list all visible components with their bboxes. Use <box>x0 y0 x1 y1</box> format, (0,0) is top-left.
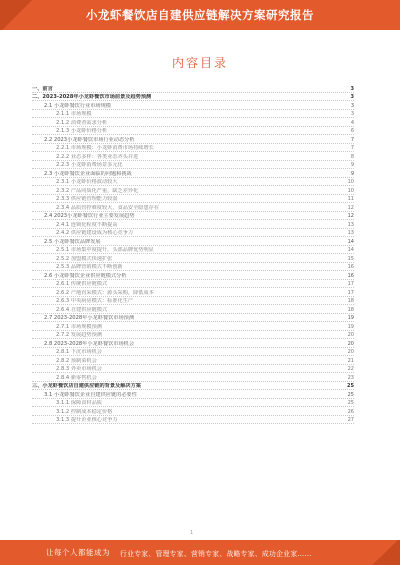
toc-entry-page: 8 <box>350 153 354 160</box>
toc-entry-text: 3.1 小龙虾餐饮企业自建供应链的必要性 <box>44 391 137 398</box>
toc-entry-page: 26 <box>347 408 354 415</box>
toc-entry[interactable] <box>32 339 354 348</box>
toc-entry-text: 2.6 小龙虾餐饮企业供应链模式分析 <box>44 272 127 279</box>
page-number: 1 <box>190 530 194 536</box>
toc-entry[interactable] <box>32 305 354 314</box>
toc-entry-text: 2.2.2 业态多样：各类业态齐头并进 <box>56 153 139 160</box>
footer-corner-decoration <box>370 540 400 565</box>
toc-entry-page: 9 <box>350 162 354 168</box>
toc-entry-page: 3 <box>350 111 354 117</box>
toc-entry-text: 2.4.1 连锁化程度不断提高 <box>56 221 118 228</box>
toc-entry-text: 2.7 2023-2028年小龙虾餐饮市场预测 <box>44 315 135 321</box>
footer-slogan-left: 让每个人都能成为 <box>46 548 110 557</box>
toc-entry-text: 2.1.1 市场规模 <box>56 111 92 117</box>
toc-entry-page: 13 <box>347 230 354 236</box>
toc-entry-text: 2.7.1 市场规模预测 <box>56 323 102 330</box>
toc-entry-text: 2.7.2 发展趋势预测 <box>56 332 102 338</box>
toc-entry-text: 一、前言 <box>32 85 53 92</box>
toc-entry-page: 12 <box>347 204 354 211</box>
toc-entry[interactable] <box>32 382 354 391</box>
toc-entry-text: 2.6.4 自建供应链模式 <box>56 306 108 313</box>
toc-entry-text: 2.8.2 预制菜机会 <box>56 357 97 364</box>
toc-entry-page: 19 <box>347 323 354 330</box>
toc-entry-text: 2.4.2 供应链建设成为核心竞争力 <box>56 230 134 236</box>
toc-entry[interactable] <box>32 331 354 340</box>
toc-entry-text: 2.8 2023-2028年小龙虾餐饮市场机会 <box>44 340 135 347</box>
toc-entry[interactable] <box>32 390 354 399</box>
toc-entry-text: 2.5.3 品牌营销模式不断创新 <box>56 264 123 270</box>
toc-entry[interactable] <box>32 416 354 425</box>
toc-entry[interactable] <box>32 84 354 93</box>
toc-entry[interactable] <box>32 110 354 119</box>
toc-entry-text: 2.1.2 消费者需求分析 <box>56 119 108 126</box>
footer-slogan-right: 行业专家、管理专家、营销专家、战略专家、成功企业家…… <box>120 550 312 558</box>
toc-entry-text: 3.1.1 保障食材品质 <box>56 400 102 406</box>
toc-entry[interactable] <box>32 178 354 187</box>
toc-entry-text: 2.3.3 供应链管理能力较弱 <box>56 196 118 202</box>
toc-entry[interactable] <box>32 101 354 110</box>
toc-entry-page: 16 <box>347 264 354 270</box>
toc-entry-page: 23 <box>347 374 354 381</box>
toc-entry[interactable] <box>32 229 354 238</box>
toc-entry[interactable] <box>32 144 354 153</box>
toc-entry-page: 19 <box>347 315 354 321</box>
toc-entry-page: 10 <box>347 179 354 185</box>
toc-entry-page: 18 <box>347 298 354 304</box>
toc-entry[interactable] <box>32 118 354 127</box>
toc-entry-text: 2.8.1 下沉市场机会 <box>56 349 102 355</box>
toc-entry-page: 10 <box>347 187 354 194</box>
toc-entry-page: 3 <box>350 85 354 92</box>
header-title: 小龙虾餐饮店自建供应链解决方案研究报告 <box>86 8 314 22</box>
toc-entry-page: 7 <box>350 136 354 143</box>
toc-entry[interactable] <box>32 314 354 323</box>
toc-entry[interactable] <box>32 399 354 408</box>
toc-entry[interactable] <box>32 135 354 144</box>
toc-entry-text: 2.4 2023小龙虾餐饮行业主要发展趋势 <box>44 213 135 219</box>
toc-entry[interactable] <box>32 288 354 297</box>
toc-entry-page: 18 <box>347 306 354 313</box>
toc-entry[interactable] <box>32 169 354 178</box>
toc-entry[interactable] <box>32 186 354 195</box>
toc-entry[interactable] <box>32 246 354 255</box>
toc-entry[interactable] <box>32 373 354 382</box>
toc-entry-page: 20 <box>347 340 354 347</box>
toc-entry-page: 25 <box>347 383 354 389</box>
toc-entry-text: 2.2 2023小龙虾餐饮市场行业动态分析 <box>44 136 135 143</box>
toc-entry[interactable] <box>32 322 354 331</box>
toc-entry-text: 2.3.4 品质管控难度较大，食品安全隐患存在 <box>56 204 160 211</box>
toc-entry[interactable] <box>32 152 354 161</box>
toc-entry-text: 2.2.3 小龙虾消费场景多元化 <box>56 162 123 168</box>
toc-heading: 内容目录 <box>171 56 228 70</box>
toc-entry-text: 2.8.3 外卖市场机会 <box>56 366 102 372</box>
toc-entry-text: 3.1.3 提升企业核心竞争力 <box>56 417 118 423</box>
toc-entry[interactable] <box>32 280 354 289</box>
toc-entry-page: 27 <box>347 417 354 423</box>
toc-entry-page: 6 <box>350 128 354 134</box>
toc-entry[interactable] <box>32 203 354 212</box>
toc-entry-page: 13 <box>347 221 354 228</box>
toc-entry-page: 3 <box>350 102 354 109</box>
table-of-contents <box>32 84 354 424</box>
toc-entry-text: 2.5.1 市场集中度提升，头部品牌优势明显 <box>56 247 154 253</box>
toc-entry-page: 9 <box>350 170 354 177</box>
toc-entry[interactable] <box>32 348 354 357</box>
toc-entry-page: 20 <box>347 332 354 338</box>
toc-entry-page: 15 <box>347 255 354 262</box>
toc-entry-page: 22 <box>347 366 354 372</box>
toc-entry-text: 2.2.1 市场规模：小龙虾消费市场持续增长 <box>56 145 154 151</box>
toc-entry-text: 2.1 小龙虾餐饮行业市场规模 <box>44 102 111 109</box>
toc-entry-page: 25 <box>347 400 354 406</box>
toc-entry[interactable] <box>32 127 354 136</box>
toc-entry-page: 17 <box>347 289 354 296</box>
toc-entry-page: 17 <box>347 281 354 287</box>
toc-entry-text: 2.1.3 小龙虾价格分析 <box>56 128 108 134</box>
toc-entry[interactable] <box>32 237 354 246</box>
toc-entry[interactable] <box>32 297 354 306</box>
toc-entry-page: 16 <box>347 272 354 279</box>
toc-entry-page: 12 <box>347 213 354 219</box>
header-corner-decoration <box>0 0 34 30</box>
toc-entry-page: 21 <box>347 357 354 364</box>
toc-entry[interactable] <box>32 220 354 229</box>
toc-entry-page: 20 <box>347 349 354 355</box>
toc-entry-text: 二、2023-2028年小龙虾餐饮市场前景及趋势预测 <box>32 94 152 100</box>
toc-entry-text: 2.3.1 小龙虾价格波动较大 <box>56 179 118 185</box>
toc-entry-text: 2.5.2 加盟模式快速扩张 <box>56 255 113 262</box>
toc-entry-text: 三、小龙虾餐饮店自建供应链的背景及解决方案 <box>32 383 141 389</box>
toc-entry-page: 14 <box>347 238 354 245</box>
toc-entry-text: 2.6.1 传统供应链模式 <box>56 281 108 287</box>
toc-entry-text: 2.6.3 中央厨房模式：标准化生产 <box>56 298 134 304</box>
toc-entry[interactable] <box>32 407 354 416</box>
toc-entry[interactable] <box>32 254 354 263</box>
toc-entry[interactable] <box>32 93 354 102</box>
toc-entry-text: 2.6.2 产地直采模式：源头采购，降低成本 <box>56 289 154 296</box>
toc-entry-text: 2.8.4 新零售机会 <box>56 374 97 381</box>
toc-entry-page: 11 <box>347 196 354 202</box>
toc-entry-text: 2.3 小龙虾餐饮企业面临的问题和挑战 <box>44 170 132 177</box>
toc-entry[interactable] <box>32 365 354 374</box>
toc-entry-text: 3.1.2 控制成本稳定价格 <box>56 408 113 415</box>
document-footer <box>0 540 400 565</box>
toc-entry[interactable] <box>32 161 354 170</box>
toc-entry-text: 2.5 小龙虾餐饮品牌发展 <box>44 238 101 245</box>
toc-entry-text: 2.3.2 产品同质化严重，缺乏差异化 <box>56 187 139 194</box>
toc-entry-page: 3 <box>350 94 354 100</box>
toc-entry-page: 4 <box>350 119 354 126</box>
toc-entry-page: 7 <box>350 145 354 151</box>
toc-entry[interactable] <box>32 263 354 272</box>
toc-entry[interactable] <box>32 195 354 204</box>
toc-entry[interactable] <box>32 271 354 280</box>
document-header <box>0 0 400 30</box>
toc-entry[interactable] <box>32 212 354 221</box>
toc-entry-page: 25 <box>347 391 354 398</box>
toc-entry[interactable] <box>32 356 354 365</box>
toc-entry-page: 14 <box>347 247 354 253</box>
